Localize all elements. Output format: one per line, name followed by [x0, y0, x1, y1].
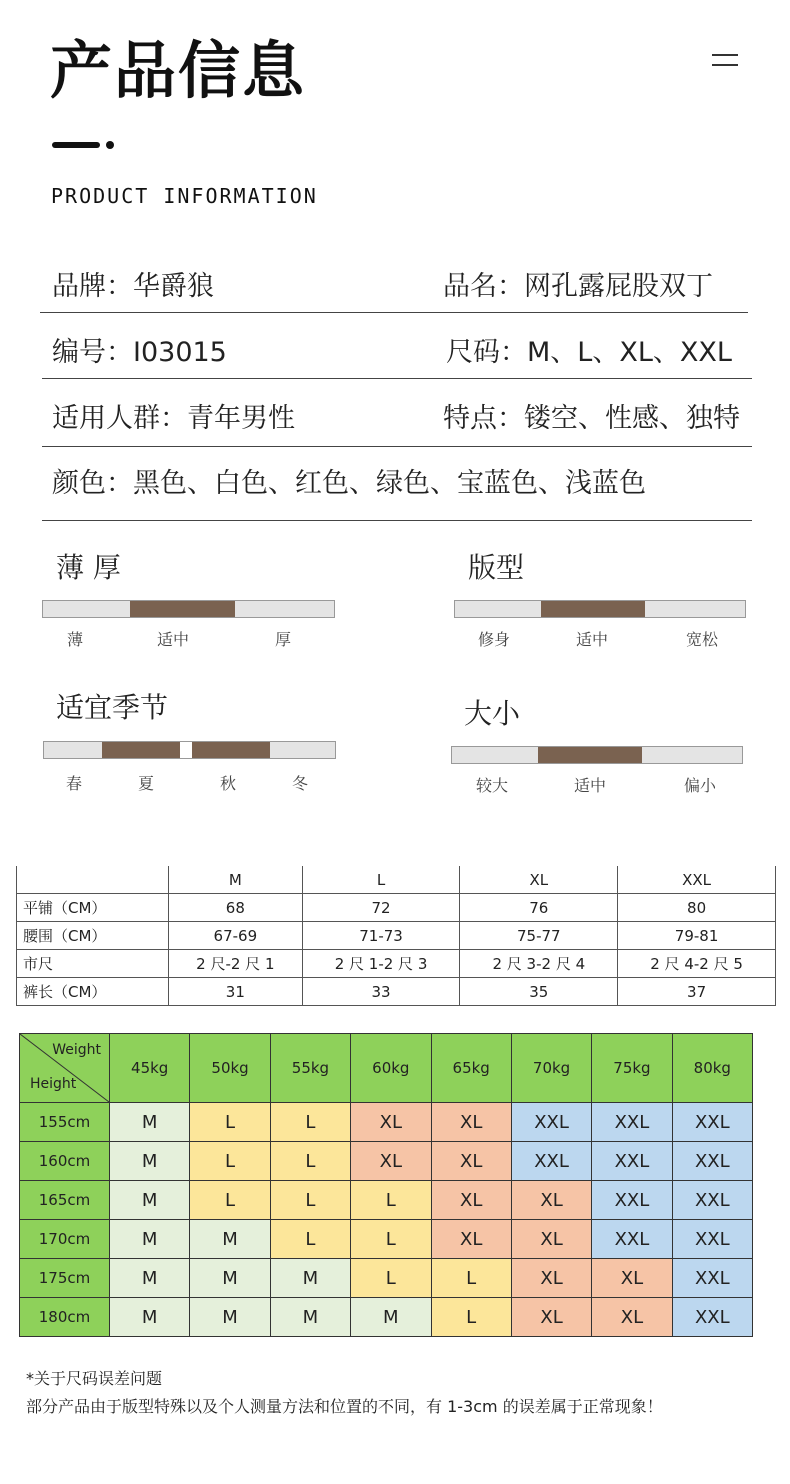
table-row	[20, 1181, 753, 1220]
size-col-header: XXL	[618, 866, 776, 894]
table-cell: 2 尺 1-2 尺 3	[302, 950, 460, 978]
height-row-header: 175cm	[20, 1259, 110, 1298]
weight-col-header: 50kg	[190, 1034, 270, 1103]
size-recommendation-cell: M	[110, 1220, 190, 1259]
height-row-header: 170cm	[20, 1220, 110, 1259]
size-recommendation-cell: XL	[351, 1142, 431, 1181]
size-col-header: M	[169, 866, 303, 894]
divider	[42, 446, 752, 447]
table-cell: 75-77	[460, 922, 618, 950]
season-bar	[43, 741, 336, 759]
size-recommendation-cell: XL	[431, 1181, 511, 1220]
sizing-selected-segment	[538, 747, 642, 763]
size-recommendation-cell: M	[110, 1181, 190, 1220]
audience-info: 适用人群：青年男性	[52, 403, 295, 434]
table-cell: 2 尺-2 尺 1	[169, 950, 303, 978]
table-cell: 76	[460, 894, 618, 922]
divider	[40, 312, 748, 313]
thickness-label-medium: 适中	[157, 630, 190, 649]
row-label: 腰围（CM）	[17, 922, 169, 950]
size-recommendation-cell: L	[431, 1298, 511, 1337]
size-table-corner	[17, 866, 169, 894]
table-row	[20, 1298, 753, 1337]
note-body: 部分产品由于版型特殊以及个人测量方法和位置的不同，有 1-3cm 的误差属于正常现象！	[26, 1397, 663, 1416]
size-recommendation-cell: M	[110, 1259, 190, 1298]
divider	[42, 378, 752, 379]
size-recommendation-cell: L	[270, 1181, 350, 1220]
size-recommendation-cell: XXL	[592, 1181, 672, 1220]
menu-icon[interactable]	[712, 54, 738, 70]
season-label-winter: 冬	[292, 774, 309, 793]
size-recommendation-cell: XXL	[511, 1142, 591, 1181]
size-recommendation-cell: L	[351, 1181, 431, 1220]
size-recommendation-cell: XXL	[592, 1142, 672, 1181]
size-col-header: XL	[460, 866, 618, 894]
weight-col-header: 55kg	[270, 1034, 350, 1103]
weight-col-header: 80kg	[672, 1034, 752, 1103]
season-selected-segment-summer	[102, 742, 180, 758]
size-table	[16, 866, 776, 1006]
table-row	[20, 1103, 753, 1142]
size-recommendation-cell: XL	[511, 1259, 591, 1298]
page-subtitle: PRODUCT INFORMATION	[51, 184, 318, 208]
table-cell: 67-69	[169, 922, 303, 950]
size-recommendation-cell: M	[110, 1142, 190, 1181]
fit-label-medium: 适中	[576, 630, 609, 649]
thickness-label-thin: 薄	[67, 630, 84, 649]
size-col-header: L	[302, 866, 460, 894]
size-recommendation-cell: M	[110, 1298, 190, 1337]
table-cell: 71-73	[302, 922, 460, 950]
fit-selected-segment	[541, 601, 645, 617]
size-recommendation-cell: M	[270, 1298, 350, 1337]
table-cell: 72	[302, 894, 460, 922]
season-label-autumn: 秋	[220, 774, 237, 793]
size-info: 尺码：M、L、XL、XXL	[446, 337, 732, 368]
season-label-spring: 春	[66, 774, 83, 793]
size-recommendation-cell: L	[190, 1103, 270, 1142]
title-underline-dot	[106, 141, 114, 149]
table-row	[20, 1220, 753, 1259]
sizing-bar	[451, 746, 743, 764]
weight-col-header: 75kg	[592, 1034, 672, 1103]
size-recommendation-cell: L	[431, 1259, 511, 1298]
size-recommendation-cell: XL	[431, 1220, 511, 1259]
sizing-label-small: 偏小	[684, 776, 717, 795]
table-cell: 2 尺 4-2 尺 5	[618, 950, 776, 978]
weight-col-header: 70kg	[511, 1034, 591, 1103]
page-title: 产品信息	[50, 34, 307, 107]
weight-header-row	[20, 1034, 753, 1103]
row-label: 裤长（CM）	[17, 978, 169, 1006]
size-recommendation-cell: XXL	[672, 1181, 752, 1220]
size-recommendation-cell: XXL	[672, 1298, 752, 1337]
height-row-header: 180cm	[20, 1298, 110, 1337]
size-recommendation-cell: XXL	[511, 1103, 591, 1142]
thickness-selected-segment	[130, 601, 235, 617]
colors-info: 颜色：黑色、白色、红色、绿色、宝蓝色、浅蓝色	[52, 468, 646, 499]
season-title: 适宜季节	[56, 691, 169, 724]
fit-label-loose: 宽松	[686, 630, 719, 649]
size-recommendation-cell: XXL	[592, 1103, 672, 1142]
size-table-header	[17, 866, 776, 894]
table-row	[17, 922, 776, 950]
height-row-header: 155cm	[20, 1103, 110, 1142]
size-recommendation-cell: L	[270, 1142, 350, 1181]
size-recommendation-cell: M	[190, 1259, 270, 1298]
height-row-header: 160cm	[20, 1142, 110, 1181]
table-row	[17, 978, 776, 1006]
size-recommendation-cell: XL	[431, 1142, 511, 1181]
size-recommendation-cell: L	[190, 1142, 270, 1181]
table-cell: 35	[460, 978, 618, 1006]
row-label: 市尺	[17, 950, 169, 978]
size-recommendation-cell: M	[270, 1259, 350, 1298]
table-row	[17, 894, 776, 922]
size-recommendation-cell: L	[270, 1220, 350, 1259]
size-recommendation-cell: XL	[511, 1220, 591, 1259]
thickness-bar	[42, 600, 335, 618]
brand-info: 品牌：华爵狼	[52, 271, 214, 302]
size-recommendation-cell: XL	[511, 1181, 591, 1220]
thickness-label-thick: 厚	[275, 630, 292, 649]
size-recommendation-cell: M	[351, 1298, 431, 1337]
sizing-title: 大小	[464, 697, 521, 730]
weight-col-header: 45kg	[110, 1034, 190, 1103]
weight-height-table	[19, 1033, 753, 1337]
fit-bar	[454, 600, 746, 618]
season-bar-gap	[180, 742, 192, 758]
table-cell: 79-81	[618, 922, 776, 950]
size-recommendation-cell: M	[190, 1298, 270, 1337]
size-recommendation-cell: XL	[511, 1298, 591, 1337]
row-label: 平铺（CM）	[17, 894, 169, 922]
title-underline-dash	[52, 142, 100, 148]
size-recommendation-cell: XXL	[592, 1220, 672, 1259]
size-recommendation-cell: L	[190, 1181, 270, 1220]
code-info: 编号：I03015	[52, 337, 227, 368]
product-name-info: 品名：网孔露屁股双丁	[443, 271, 713, 302]
table-corner	[20, 1034, 110, 1103]
table-cell: 33	[302, 978, 460, 1006]
size-recommendation-cell: M	[110, 1103, 190, 1142]
size-recommendation-cell: XL	[431, 1103, 511, 1142]
weight-col-header: 60kg	[351, 1034, 431, 1103]
table-cell: 37	[618, 978, 776, 1006]
size-recommendation-cell: M	[190, 1220, 270, 1259]
season-label-summer: 夏	[138, 774, 155, 793]
divider	[42, 520, 752, 521]
fit-title: 版型	[468, 551, 525, 584]
size-recommendation-cell: XXL	[672, 1220, 752, 1259]
size-recommendation-cell: XL	[351, 1103, 431, 1142]
table-cell: 31	[169, 978, 303, 1006]
fit-label-slim: 修身	[478, 630, 511, 649]
sizing-label-medium: 适中	[574, 776, 607, 795]
table-cell: 68	[169, 894, 303, 922]
corner-weight-label: Weight	[52, 1042, 101, 1058]
features-info: 特点：镂空、性感、独特	[443, 403, 740, 434]
table-row	[20, 1142, 753, 1181]
size-recommendation-cell: XL	[592, 1298, 672, 1337]
table-cell: 80	[618, 894, 776, 922]
size-recommendation-cell: L	[351, 1220, 431, 1259]
season-selected-segment-autumn	[192, 742, 270, 758]
corner-height-label: Height	[30, 1076, 77, 1092]
size-recommendation-cell: XXL	[672, 1142, 752, 1181]
note-heading: *关于尺码误差问题	[26, 1369, 163, 1388]
thickness-title: 薄 厚	[56, 551, 121, 584]
size-recommendation-cell: L	[351, 1259, 431, 1298]
weight-col-header: 65kg	[431, 1034, 511, 1103]
height-row-header: 165cm	[20, 1181, 110, 1220]
size-recommendation-cell: L	[270, 1103, 350, 1142]
table-cell: 2 尺 3-2 尺 4	[460, 950, 618, 978]
table-row	[20, 1259, 753, 1298]
sizing-label-large: 较大	[476, 776, 509, 795]
size-recommendation-cell: XXL	[672, 1259, 752, 1298]
size-recommendation-cell: XL	[592, 1259, 672, 1298]
table-row	[17, 950, 776, 978]
size-recommendation-cell: XXL	[672, 1103, 752, 1142]
